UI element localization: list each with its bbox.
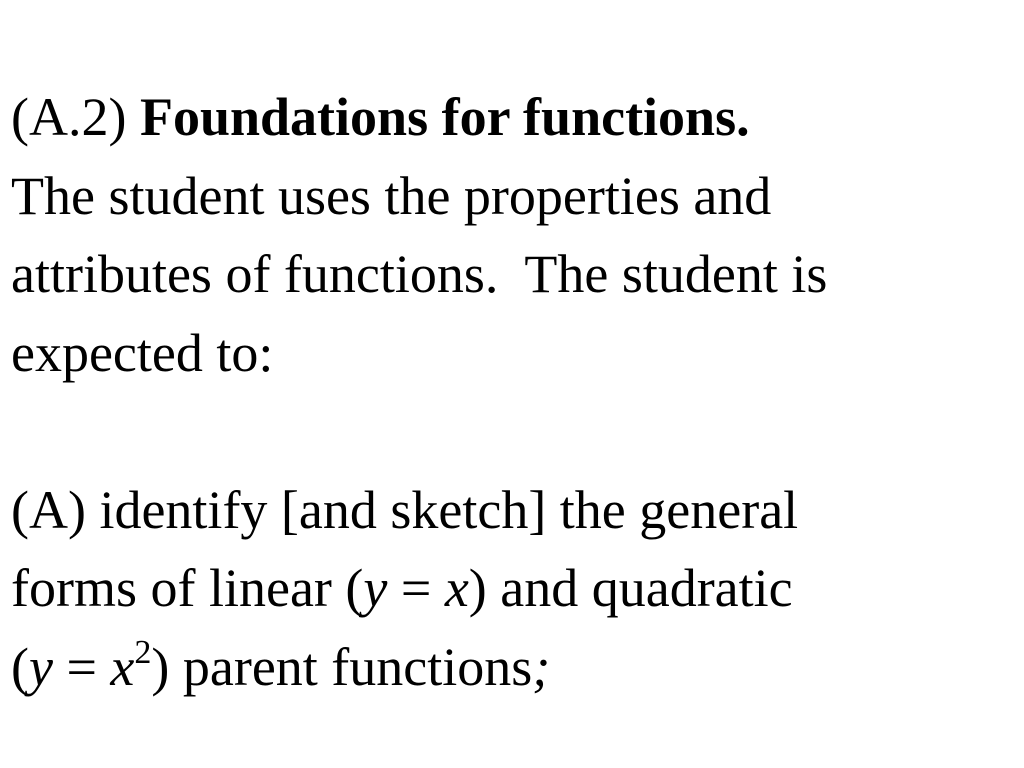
linear-equals: = xyxy=(387,558,445,618)
item-a-paragraph xyxy=(11,471,1016,707)
slide-text-block xyxy=(11,78,1016,706)
item-a-linear-prefix: forms of linear ( xyxy=(11,558,364,618)
standard-heading-paragraph xyxy=(11,78,1016,392)
linear-y-variable: y xyxy=(363,558,388,618)
standard-description-line-3: expected to: xyxy=(11,322,274,383)
standard-code: (A.2) xyxy=(11,87,127,147)
item-a-line-3 xyxy=(11,628,1016,707)
quadratic-x-variable: x xyxy=(110,636,135,697)
quadratic-equals: = xyxy=(52,636,111,697)
quadratic-y-variable: y xyxy=(28,636,53,697)
standard-description-line-2: attributes of functions. The student is xyxy=(11,244,828,304)
item-a-quadratic-text: ) and quadratic xyxy=(468,558,793,618)
standard-description-line-1: The student uses the properties and xyxy=(11,165,772,226)
item-a-line-1: (A) identify [and sketch] the general xyxy=(11,479,799,540)
quadratic-open-paren: ( xyxy=(11,636,29,697)
standard-title: Foundations for functions. xyxy=(139,87,750,147)
item-a-end-punctuation: ; xyxy=(532,636,551,697)
linear-x-variable: x xyxy=(444,558,469,618)
paragraph-spacer xyxy=(11,392,1016,471)
item-a-parent-functions: ) parent functions xyxy=(151,636,533,697)
quadratic-exponent: 2 xyxy=(134,633,152,671)
item-a-line-2 xyxy=(11,549,1016,628)
standard-heading-line xyxy=(11,78,1016,157)
